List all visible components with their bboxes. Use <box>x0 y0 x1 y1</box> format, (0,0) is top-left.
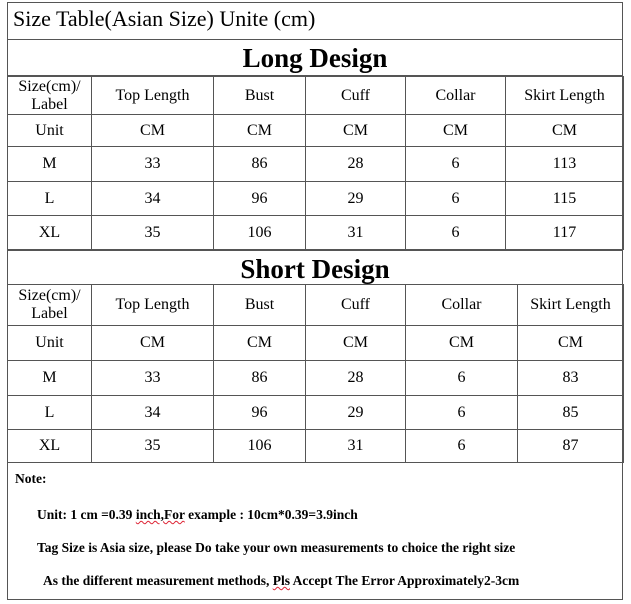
table-cell: 34 <box>92 182 214 216</box>
long-design-table <box>7 76 624 250</box>
table-cell: XL <box>8 430 92 463</box>
table-header-row <box>8 77 624 115</box>
table-cell: CM <box>92 326 214 361</box>
table-cell: 106 <box>214 216 306 250</box>
column-header: Cuff <box>306 285 406 326</box>
table-cell: 31 <box>306 430 406 463</box>
table-header-row <box>8 285 624 326</box>
table-cell: 6 <box>406 182 506 216</box>
table-cell: 96 <box>214 396 306 430</box>
table-cell: 29 <box>306 182 406 216</box>
table-row <box>8 396 624 430</box>
table-row <box>8 216 624 250</box>
table-cell: 83 <box>518 361 624 396</box>
table-cell: CM <box>406 326 518 361</box>
column-header: Collar <box>406 285 518 326</box>
table-cell: Unit <box>8 115 92 147</box>
column-header: Skirt Length <box>506 77 624 115</box>
table-cell: 86 <box>214 361 306 396</box>
table-cell: 117 <box>506 216 624 250</box>
table-cell: CM <box>406 115 506 147</box>
table-cell: 85 <box>518 396 624 430</box>
table-cell: CM <box>92 115 214 147</box>
column-header: Size(cm)/ Label <box>8 285 92 326</box>
short-design-table <box>7 284 624 463</box>
column-header: Skirt Length <box>518 285 624 326</box>
note-tag-size: Tag Size is Asia size, please Do take your own measurements to choice the right size <box>37 540 516 555</box>
table-cell: 34 <box>92 396 214 430</box>
table-cell: 96 <box>214 182 306 216</box>
table-row <box>8 430 624 463</box>
table-cell: Unit <box>8 326 92 361</box>
table-cell: CM <box>306 326 406 361</box>
table-cell: 87 <box>518 430 624 463</box>
column-header: Top Length <box>92 285 214 326</box>
column-header: Bust <box>214 77 306 115</box>
notes-title: Note: <box>15 471 47 486</box>
column-header: Bust <box>214 285 306 326</box>
table-row <box>8 361 624 396</box>
short-design-heading: Short Design <box>7 250 623 284</box>
note-unit-conversion: Unit: 1 cm =0.39 inch,For example : 10cm*0.39=3.9inch <box>37 507 358 522</box>
table-cell: L <box>8 396 92 430</box>
table-cell: 6 <box>406 216 506 250</box>
column-header: Cuff <box>306 77 406 115</box>
column-header: Collar <box>406 77 506 115</box>
note-measurement-error: As the different measurement methods, Pls Accept The Error Approximately2-3cm <box>43 573 520 588</box>
table-cell: 33 <box>92 361 214 396</box>
table-cell: CM <box>506 115 624 147</box>
long-design-heading: Long Design <box>7 40 623 76</box>
table-cell: M <box>8 361 92 396</box>
table-cell: 29 <box>306 396 406 430</box>
notes-section <box>7 462 623 600</box>
table-cell: 31 <box>306 216 406 250</box>
table-cell: 6 <box>406 430 518 463</box>
table-cell: 28 <box>306 147 406 182</box>
table-row <box>8 182 624 216</box>
column-header: Top Length <box>92 77 214 115</box>
table-cell: 35 <box>92 430 214 463</box>
table-cell: 113 <box>506 147 624 182</box>
table-row <box>8 147 624 182</box>
column-header: Size(cm)/ Label <box>8 77 92 115</box>
table-cell: 28 <box>306 361 406 396</box>
table-cell: 86 <box>214 147 306 182</box>
table-cell: 33 <box>92 147 214 182</box>
table-cell: L <box>8 182 92 216</box>
table-cell: 6 <box>406 147 506 182</box>
table-cell: M <box>8 147 92 182</box>
table-cell: 35 <box>92 216 214 250</box>
table-cell: XL <box>8 216 92 250</box>
table-cell: 6 <box>406 361 518 396</box>
table-row <box>8 115 624 147</box>
table-cell: 106 <box>214 430 306 463</box>
table-cell: CM <box>518 326 624 361</box>
table-cell: CM <box>306 115 406 147</box>
table-cell: CM <box>214 115 306 147</box>
page-title: Size Table(Asian Size) Unite (cm) <box>7 2 623 40</box>
table-cell: CM <box>214 326 306 361</box>
table-cell: 115 <box>506 182 624 216</box>
table-row <box>8 326 624 361</box>
table-cell: 6 <box>406 396 518 430</box>
